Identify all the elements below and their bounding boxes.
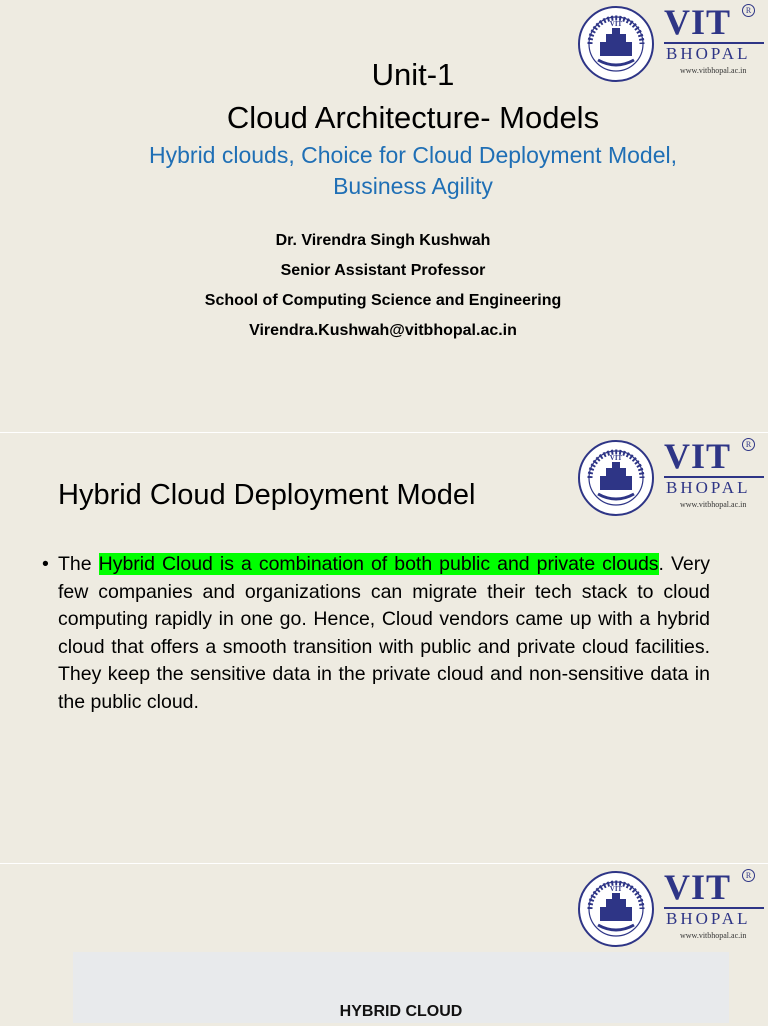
logo-url-text: www.vitbhopal.ac.in [680,931,747,940]
highlighted-definition: Hybrid Cloud is a combination of both public and private clouds [98,553,659,575]
logo-bhopal-text: BHOPAL [666,44,751,63]
author-name: Dr. Virendra Singh Kushwah [275,232,491,249]
hybrid-cloud-slide [0,433,768,863]
svg-text:VIT: VIT [609,454,623,462]
logo-url-text: www.vitbhopal.ac.in [680,500,747,509]
unit-title: Unit-1 [371,57,455,92]
vit-bhopal-logo [576,867,766,947]
vit-bhopal-logo [576,436,766,516]
slide-title: Cloud Architecture- Models [226,100,600,135]
author-email: Virendra.Kushwah@vitbhopal.ac.in [249,322,517,339]
logo-registered-mark: R [742,4,755,17]
logo-url-text: www.vitbhopal.ac.in [680,66,747,75]
bullet-icon: • [42,553,49,575]
logo-registered-mark: R [742,438,755,451]
svg-text:VIT: VIT [609,885,623,893]
logo-vit-text: VIT [664,2,732,42]
subtitle-line-2: Business Agility [333,173,493,199]
logo-registered-mark: R [742,869,755,882]
vit-seal-icon [576,869,656,949]
svg-text:VIT: VIT [609,20,623,28]
paragraph-body: . Very few companies and organizations can migrate their tech stack to cloud computing rapidly in one go. Hence, Cloud vendors came up with a hybrid cloud that offers a smooth transition with public and private cloud facilities. They keep the sensitive data in the private cloud and non-sensitive data in the public cloud. [58,553,710,713]
author-school: School of Computing Science and Engineering [204,292,562,309]
slide-heading: Hybrid Cloud Deployment Model [58,479,476,511]
slide-subtitle [0,140,768,202]
bullet-paragraph [42,551,710,717]
vit-seal-icon [576,438,656,518]
title-slide [0,0,768,432]
logo-vit-text: VIT [664,867,732,907]
logo-bhopal-text: BHOPAL [666,478,751,497]
hybrid-cloud-diagram-slide [0,864,768,1026]
paragraph-lead: The [58,553,99,575]
logo-bhopal-text: BHOPAL [666,909,751,928]
subtitle-line-1: Hybrid clouds, Choice for Cloud Deployment Model, [149,142,677,168]
diagram-title: HYBRID CLOUD [339,1003,463,1020]
logo-vit-text: VIT [664,436,732,476]
author-title: Senior Assistant Professor [280,262,486,279]
